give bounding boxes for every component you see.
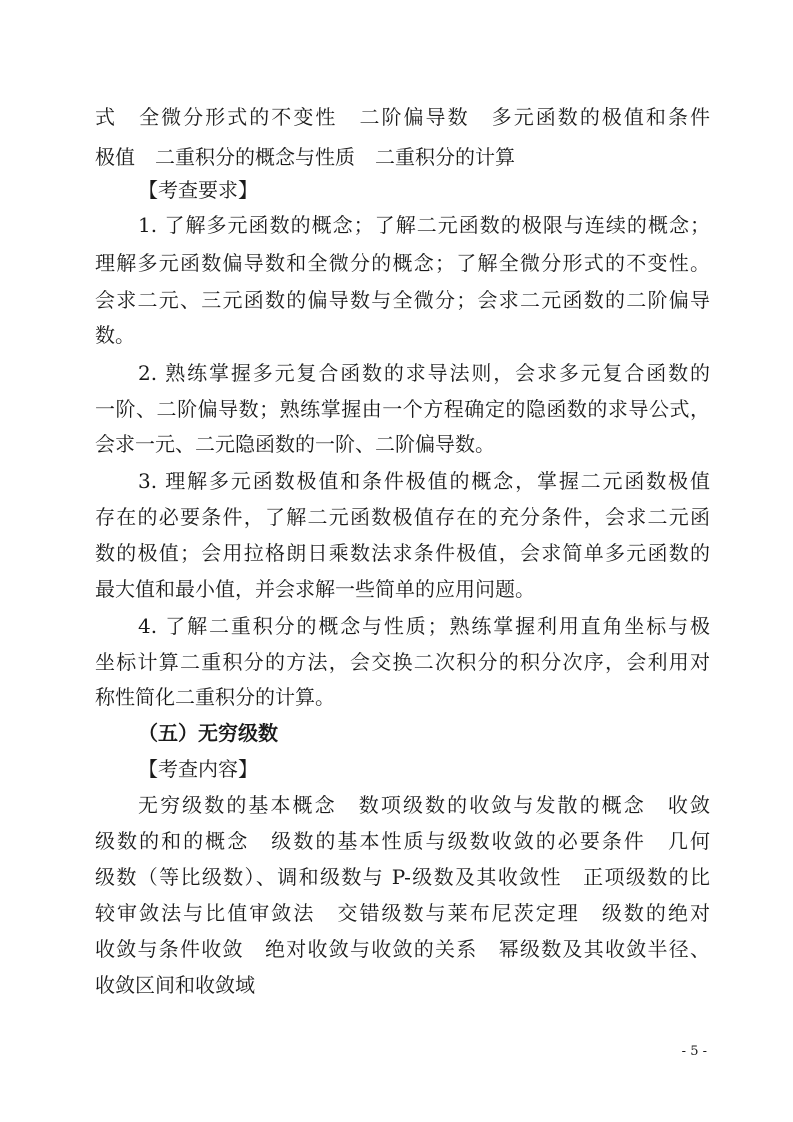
text-line: 理解多元函数偏导数和全微分的概念；了解全微分形式的不变性。 xyxy=(95,251,710,275)
text-line: 一阶、二阶偏导数；熟练掌握由一个方程确定的隐函数的求导公式， xyxy=(95,397,710,421)
section-label: 【考查要求】 xyxy=(138,178,258,202)
text-line: 会求一元、二元隐函数的一阶、二阶偏导数。 xyxy=(95,432,495,456)
text-line: 1. 了解多元函数的概念；了解二元函数的极限与连续的概念； xyxy=(138,213,710,237)
text-line: 较审敛法与比值审敛法 交错级数与莱布尼茨定理 级数的绝对 xyxy=(95,901,710,925)
text-line: 最大值和最小值，并会求解一些简单的应用问题。 xyxy=(95,577,535,601)
text-line: 收敛与条件收敛 绝对收敛与收敛的关系 幂级数及其收敛半径、 xyxy=(95,937,710,961)
text-line: 级数的和的概念 级数的基本性质与级数收敛的必要条件 几何 xyxy=(95,829,710,853)
text-line: 数的极值；会用拉格朗日乘数法求条件极值，会求简单多元函数的 xyxy=(95,541,710,565)
text-line: 数。 xyxy=(95,323,135,347)
text-line: 存在的必要条件，了解二元函数极值存在的充分条件，会求二元函 xyxy=(95,505,710,529)
text-line: 极值 二重积分的概念与性质 二重积分的计算 xyxy=(95,145,515,169)
text-line: 2. 熟练掌握多元复合函数的求导法则，会求多元复合函数的 xyxy=(138,361,710,385)
text-line: 坐标计算二重积分的方法，会交换二次积分的积分次序，会利用对 xyxy=(95,650,710,674)
text-line: 称性简化二重积分的计算。 xyxy=(95,685,335,709)
text-line: 级数（等比级数）、调和级数与 P-级数及其收敛性 正项级数的比 xyxy=(95,865,710,889)
text-line: 式 全微分形式的不变性 二阶偏导数 多元函数的极值和条件 xyxy=(95,105,710,129)
text-line: 收敛区间和收敛域 xyxy=(95,973,255,997)
text-line: 会求二元、三元函数的偏导数与全微分；会求二元函数的二阶偏导 xyxy=(95,288,710,312)
text-line: 3. 理解多元函数极值和条件极值的概念，掌握二元函数极值 xyxy=(138,469,710,493)
section-heading: （五）无穷级数 xyxy=(138,721,278,745)
section-label: 【考查内容】 xyxy=(138,757,258,781)
text-line: 无穷级数的基本概念 数项级数的收敛与发散的概念 收敛 xyxy=(138,793,710,817)
text-line: 4. 了解二重积分的概念与性质；熟练掌握利用直角坐标与极 xyxy=(138,614,710,638)
page-number: - 5 - xyxy=(681,1044,707,1059)
